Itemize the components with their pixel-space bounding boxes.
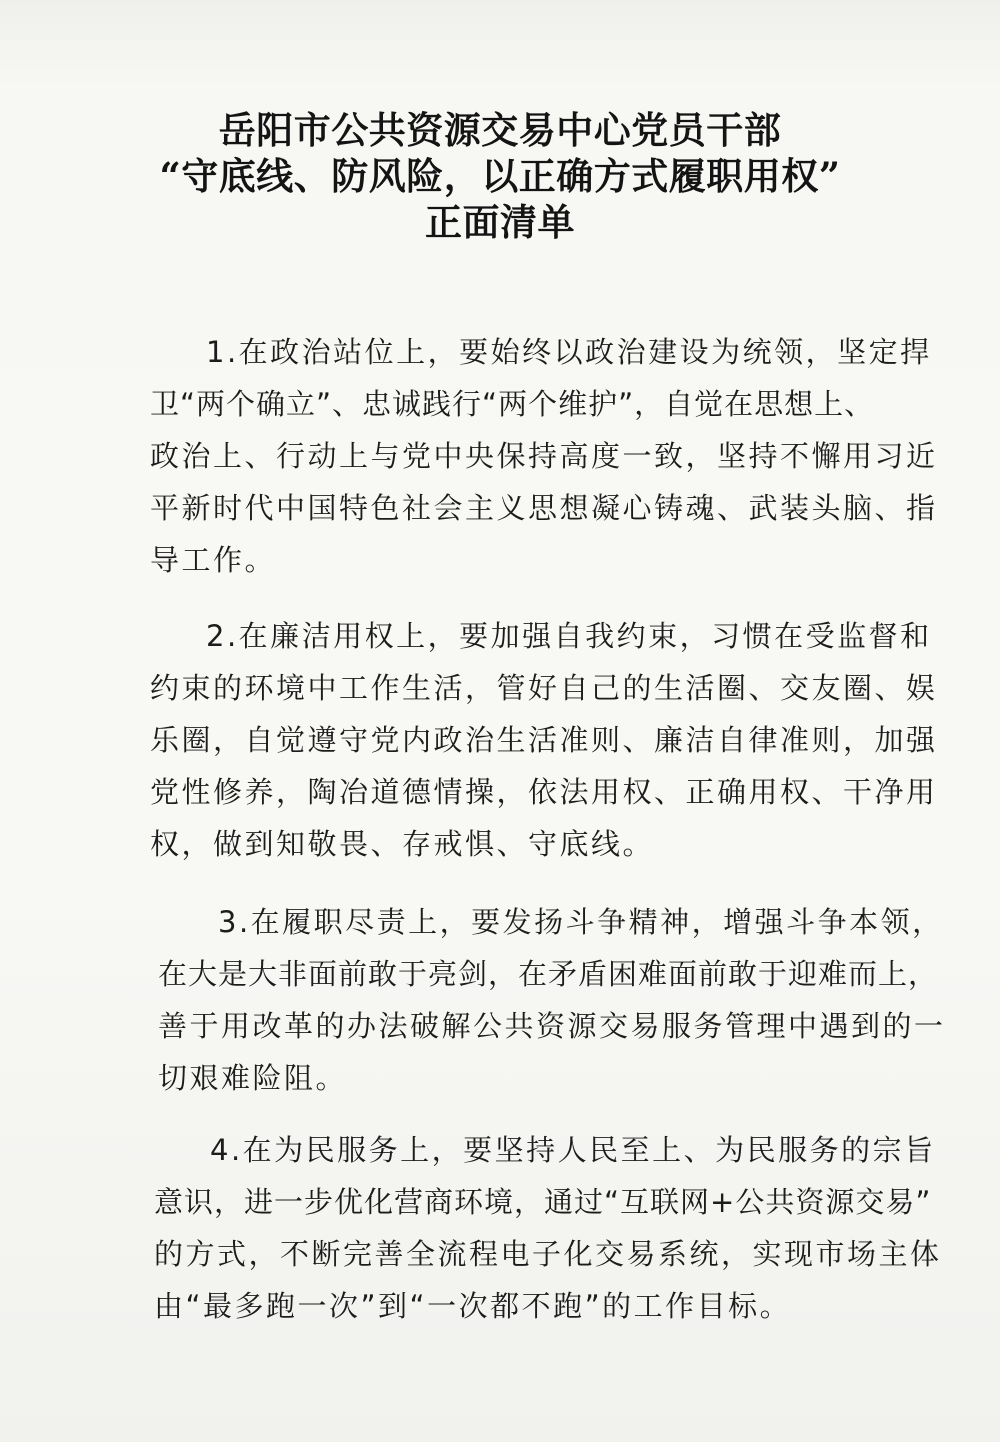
paragraph-1 bbox=[150, 326, 938, 586]
paragraph-line: 善于用改革的办法破解公共资源交易服务管理中遇到的一 bbox=[158, 1009, 946, 1043]
paragraph-line: 乐圈，自觉遵守党内政治生活准则、廉洁自律准则，加强 bbox=[150, 723, 938, 757]
paragraph-line: 切艰难险阻。 bbox=[158, 1061, 348, 1095]
paragraph-line: 的方式，不断完善全流程电子化交易系统，实现市场主体 bbox=[154, 1237, 942, 1271]
paragraph-line: 权，做到知敬畏、存戒惧、守底线。 bbox=[150, 827, 655, 861]
title-line-1: 岳阳市公共资源交易中心党员干部 bbox=[218, 108, 782, 152]
paragraph-line: 卫“两个确立”、忠诚践行“两个维护”，自觉在思想上、 bbox=[150, 387, 875, 421]
title-line-2: “守底线、防风险，以正确方式履职用权” bbox=[159, 154, 841, 198]
paragraph-line: 平新时代中国特色社会主义思想凝心铸魂、武装头脑、指 bbox=[150, 491, 938, 525]
paragraph-3 bbox=[158, 896, 946, 1104]
paragraph-line: 由“最多跑一次”到“一次都不跑”的工作目标。 bbox=[154, 1289, 792, 1323]
paragraph-4 bbox=[154, 1124, 942, 1332]
paragraph-line: 党性修养，陶冶道德情操，依法用权、正确用权、干净用 bbox=[150, 775, 938, 809]
paragraph-line: 3.在履职尽责上，要发扬斗争精神，增强斗争本领， bbox=[218, 905, 944, 939]
paragraph-line: 政治上、行动上与党中央保持高度一致，坚持不懈用习近 bbox=[150, 439, 938, 473]
paragraph-line: 4.在为民服务上，要坚持人民至上、为民服务的宗旨 bbox=[210, 1133, 936, 1167]
paragraph-line: 意识，进一步优化营商环境，通过“互联网+公共资源交易” bbox=[154, 1185, 932, 1219]
paragraph-line: 在大是大非面前敢于亮剑，在矛盾困难面前敢于迎难而上， bbox=[158, 957, 939, 991]
paragraph-line: 约束的环境中工作生活，管好自己的生活圈、交友圈、娱 bbox=[150, 671, 938, 705]
paragraph-line: 导工作。 bbox=[150, 543, 277, 577]
paragraph-line: 2.在廉洁用权上，要加强自我约束，习惯在受监督和 bbox=[206, 619, 932, 653]
title-line-3: 正面清单 bbox=[425, 200, 575, 244]
paragraph-line: 1.在政治站位上，要始终以政治建设为统领，坚定捍 bbox=[206, 335, 932, 369]
paragraph-2 bbox=[150, 610, 938, 870]
